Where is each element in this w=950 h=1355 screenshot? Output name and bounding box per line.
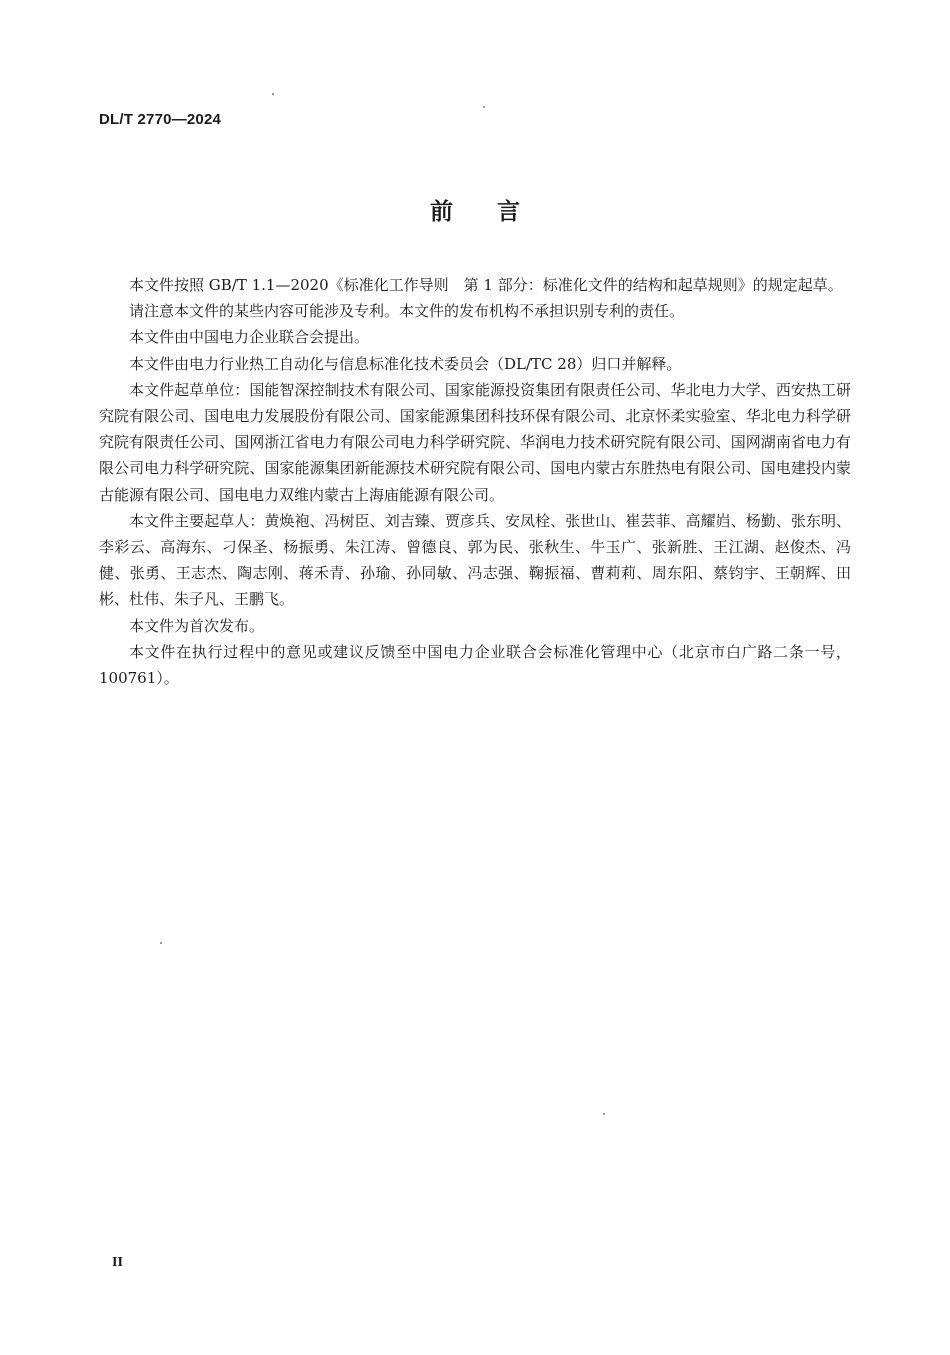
scan-speck [603,1113,605,1115]
paragraph-drafting-units: 本文件起草单位：国能智深控制技术有限公司、国家能源投资集团有限责任公司、华北电力大学、西安热工研究院有限公司、国电电力发展股份有限公司、国家能源集团科技环保有限公司、北京怀柔实验室、华北电力科学研究院有限责任公司、国网浙江省电力有限公司电力科学研究院、华润电力技术研究院有限公司、国网湖南省电力有限公司电力科学研究院、国家能源集团新能源技术研究院有限公司、国电内蒙古东胜热电有限公司、国电建投内蒙古能源有限公司、国电电力双维内蒙古上海庙能源有限公司。 [99,380,851,504]
scan-speck [483,106,485,108]
scan-speck [160,942,162,944]
paragraph-first-release: 本文件为首次发布。 [129,616,265,635]
paragraph-feedback: 本文件在执行过程中的意见或建议反馈至中国电力企业联合会标准化管理中心（北京市白广路二条一号，100761）。 [99,642,851,688]
page-title: 前言 [430,199,564,225]
paragraph-patent-notice: 请注意本文件的某些内容可能涉及专利。本文件的发布机构不承担识别专利的责任。 [129,302,685,321]
document-body [99,272,851,691]
paragraph-committee: 本文件由电力行业热工自动化与信息标准化技术委员会（DL/TC 28）归口并解释。 [129,354,682,373]
paragraph-proposer: 本文件由中国电力企业联合会提出。 [129,328,370,347]
scan-speck [272,93,274,95]
paragraph-drafters: 本文件主要起草人：黄焕袍、冯树臣、刘吉臻、贾彦兵、安凤栓、张世山、崔芸菲、高耀岿、杨勤、张东明、李彩云、高海东、刁保圣、杨振勇、朱江涛、曾德良、郭为民、张秋生、牛玉广、张新胜、王江湖、赵俊杰、冯健、张勇、王志杰、陶志刚、蒋禾青、孙瑜、孙同敏、冯志强、鞠振福、曹莉莉、周东阳、蔡钧宇、王朝辉、田彬、杜伟、朱子凡、王鹏飞。 [99,511,851,609]
paragraph-drafting-rules: 本文件按照 GB/T 1.1—2020《标准化工作导则 第 1 部分：标准化文件的结构和起草规则》的规定起草。 [129,276,843,294]
page-number: II [112,1255,123,1270]
document-code: DL/T 2770—2024 [99,111,222,128]
